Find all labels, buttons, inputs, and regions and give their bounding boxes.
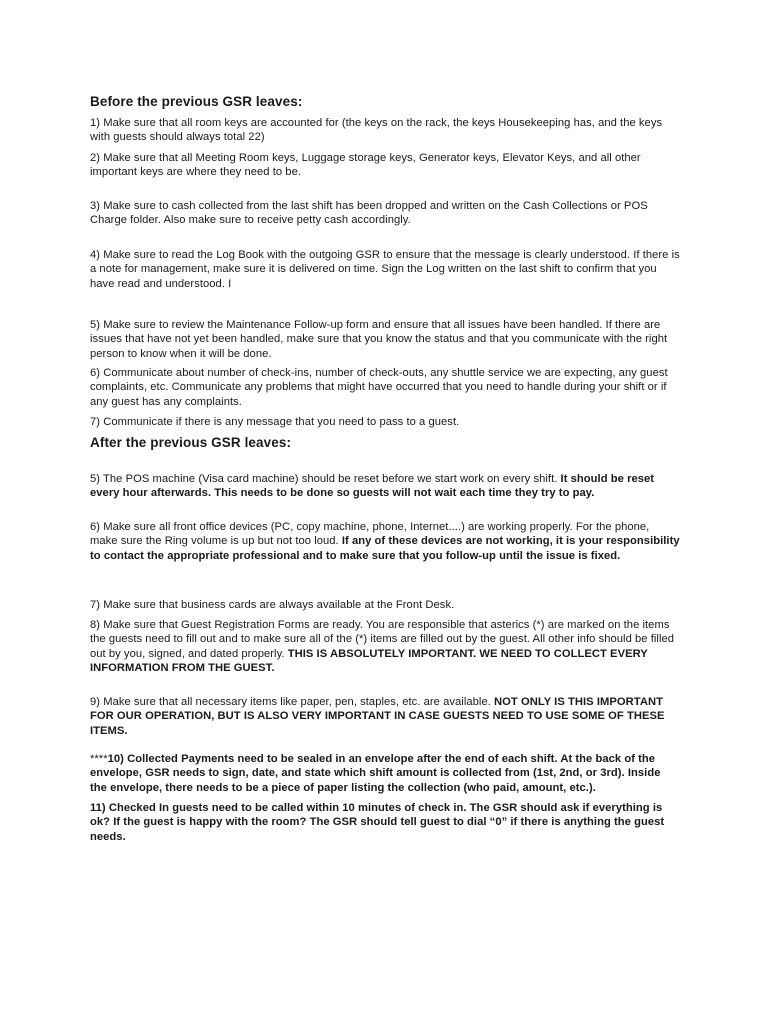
after-item-8 [90,618,680,676]
after-item-11: 11) Checked In guests need to be called within 10 minutes of check in. The GSR should ask if everything is ok? If the guest is happy with the room? The GSR should tell guest to dial “0” if there is anything the guest needs. [90,802,665,843]
after-item-6 [90,520,680,563]
after-item-10-emphasis: 10) Collected Payments need to be sealed in an envelope after the end of each shift. At the back of the envelope, GSR needs to sign, date, and state which shift amount is collected from (1st, 2nd, or 3rd). Inside the envelope, there needs to be a piece of paper listing the collection (who paid, amount, etc.). [90,753,661,794]
after-item-5 [90,472,680,501]
after-item-5-emphasis: It should be reset every hour afterwards. This needs to be done so guests will not wait each time they try to pay. [90,473,655,500]
after-item-5-text: 5) The POS machine (Visa card machine) should be reset before we start work on every shift. [90,473,561,485]
after-item-10-prefix: **** [90,753,108,765]
before-item-5: 5) Make sure to review the Maintenance Follow-up form and ensure that all issues have been handled. If there are issues that have not yet been handled, make sure that you know the status and that you communicate with the right person to know when it will be done. [90,319,668,360]
after-item-10 [90,752,680,795]
after-item-9-text: 9) Make sure that all necessary items like paper, pen, staples, etc. are available. [90,696,495,708]
before-item-6: 6) Communicate about number of check-ins, number of check-outs, any shuttle service we are expecting, any guest complaints, etc. Communicate any problems that might have occurred that you need to handle during your shift or if any guest has any complaints. [90,367,668,408]
after-item-8-text: 8) Make sure that Guest Registration Forms are ready. You are responsible that asterics (*) are marked on the items the guests need to fill out and to make sure all of the (*) items are filled out by the guest. All other info should be filled out by you, signed, and dated properly. [90,619,675,660]
before-item-7: 7) Communicate if there is any message that you need to pass to a guest. [90,416,460,428]
after-item-9 [90,695,680,738]
after-item-9-emphasis: NOT ONLY IS THIS IMPORTANT FOR OUR OPERATION, BUT IS ALSO VERY IMPORTANT IN CASE GUESTS NEED TO USE SOME OF THESE ITEMS. [90,696,665,737]
before-item-1: 1) Make sure that all room keys are accounted for (the keys on the rack, the keys Housekeeping has, and the keys with guests should always total 22) [90,117,663,144]
after-item-8-emphasis: THIS IS ABSOLUTELY IMPORTANT. WE NEED TO COLLECT EVERY INFORMATION FROM THE GUEST. [90,647,648,675]
after-item-7: 7) Make sure that business cards are always available at the Front Desk. [90,599,455,611]
after-item-6-emphasis: If any of these devices are not working, it is your responsibility to contact the appropriate professional and to make sure that you follow-up until the issue is fixed. [90,535,680,562]
before-item-2: 2) Make sure that all Meeting Room keys, Luggage storage keys, Generator keys, Elevator Keys, and all other important keys are where they need to be. [90,152,641,179]
before-item-3: 3) Make sure to cash collected from the last shift has been dropped and written on the Cash Collections or POS Charge folder. Also make sure to receive petty cash accordingly. [90,200,648,227]
before-item-4: 4) Make sure to read the Log Book with the outgoing GSR to ensure that the message is clearly understood. If there is a note for management, make sure it is delivered on time. Sign the Log written on the last shift to confirm that you have read and understood. I [90,249,680,290]
after-item-6-text: 6) Make sure all front office devices (PC, copy machine, phone, Internet....) are working properly. For the phone, make sure the Ring volume is up but not too loud. [90,521,650,548]
section-heading-before: Before the previous GSR leaves: [90,94,303,109]
section-heading-after: After the previous GSR leaves: [90,435,292,450]
